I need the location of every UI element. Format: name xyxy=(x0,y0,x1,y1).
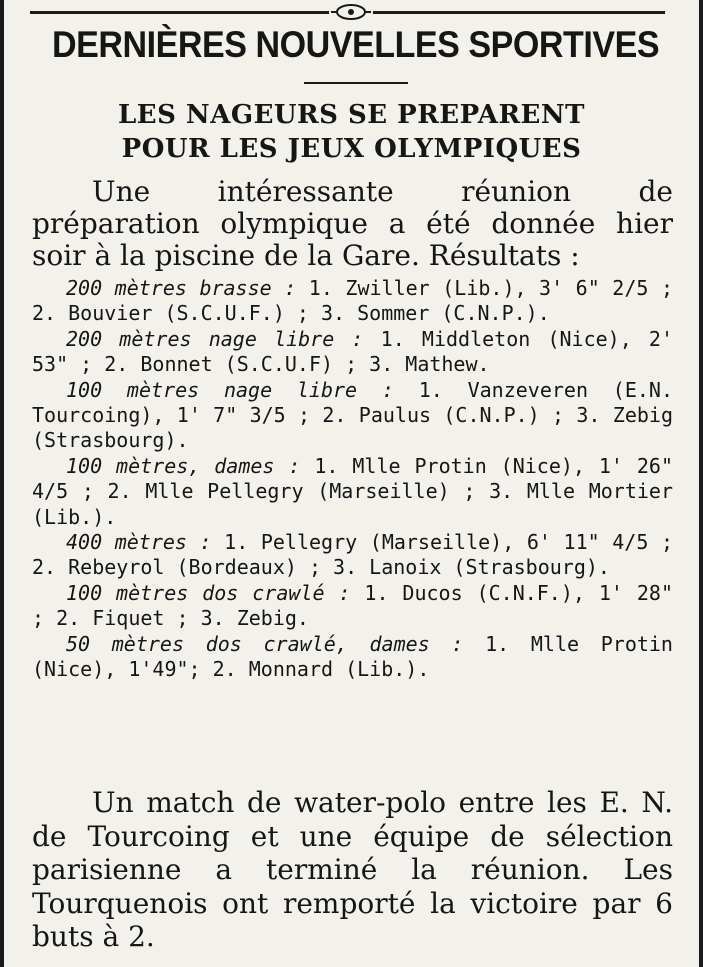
headline: DERNIÈRES NOUVELLES SPORTIVES xyxy=(52,24,660,65)
result-item xyxy=(32,454,673,530)
result-item xyxy=(32,581,673,632)
result-item xyxy=(32,530,673,581)
result-item xyxy=(32,632,673,683)
event-results: 1. Middleton (Nice), 2' 53" ; 2. Bonnet (S.C.U.F) ; 3. Mathew. xyxy=(32,326,673,377)
event-results: 1. Ducos (C.N.F.), 1' 28" ; 2. Fiquet ; 3. Zebig. xyxy=(32,580,673,631)
event-results: 1. Zwiller (Lib.), 3' 6" 2/5 ; 2. Bouvier (S.C.U.F.) ; 3. Sommer (C.N.P.). xyxy=(32,276,673,326)
event-name: 100 mètres dos crawlé : xyxy=(66,580,351,605)
event-name: 50 mètres dos crawlé, dames : xyxy=(66,631,464,656)
ornament-icon xyxy=(329,2,373,22)
subheadline xyxy=(26,98,677,166)
subheadline-line-2: POUR LES JEUX OLYMPIQUES xyxy=(121,134,582,164)
event-name: 400 mètres : xyxy=(66,530,212,555)
event-results: 1. Mlle Protin (Nice), 1' 26" 4/5 ; 2. Mlle Pellegry (Marseille) ; 3. Mlle Mortier (Lib.). xyxy=(32,453,674,529)
event-results: 1. Pellegry (Marseille), 6' 11" 4/5 ; 2. Rebeyrol (Bordeaux) ; 3. Lanoix (Strasbourg). xyxy=(32,530,673,580)
headline-divider xyxy=(304,82,408,84)
closing-paragraph: Un match de water-polo entre les E. N. de Tourcoing et une équipe de sélection parisienne a terminé la réunion. Les Tourquenois ont remporté la victoire par 6 buts à 2. xyxy=(32,786,673,953)
event-results: 1. Vanzeveren (E.N. Tourcoing), 1' 7" 3/5 ; 2. Paulus (C.N.P.) ; 3. Zebig (Strasbourg). xyxy=(32,377,673,453)
event-name: 200 mètres brasse : xyxy=(66,276,297,300)
event-name: 100 mètres nage libre : xyxy=(66,377,394,402)
intro-paragraph: Une intéressante réunion de préparation olympique a été donnée hier soir à la piscine de la Gare. Résultats : xyxy=(32,175,673,272)
event-name: 100 mètres, dames : xyxy=(66,453,301,478)
result-item xyxy=(32,276,673,327)
event-name: 200 mètres nage libre : xyxy=(66,326,364,351)
result-item xyxy=(32,327,673,378)
results-list xyxy=(32,276,673,683)
result-item xyxy=(32,378,673,454)
subheadline-line-1: LES NAGEURS SE PREPARENT xyxy=(118,100,585,130)
event-results: 1. Mlle Protin (Nice), 1'49"; 2. Monnard (Lib.). xyxy=(32,631,673,682)
